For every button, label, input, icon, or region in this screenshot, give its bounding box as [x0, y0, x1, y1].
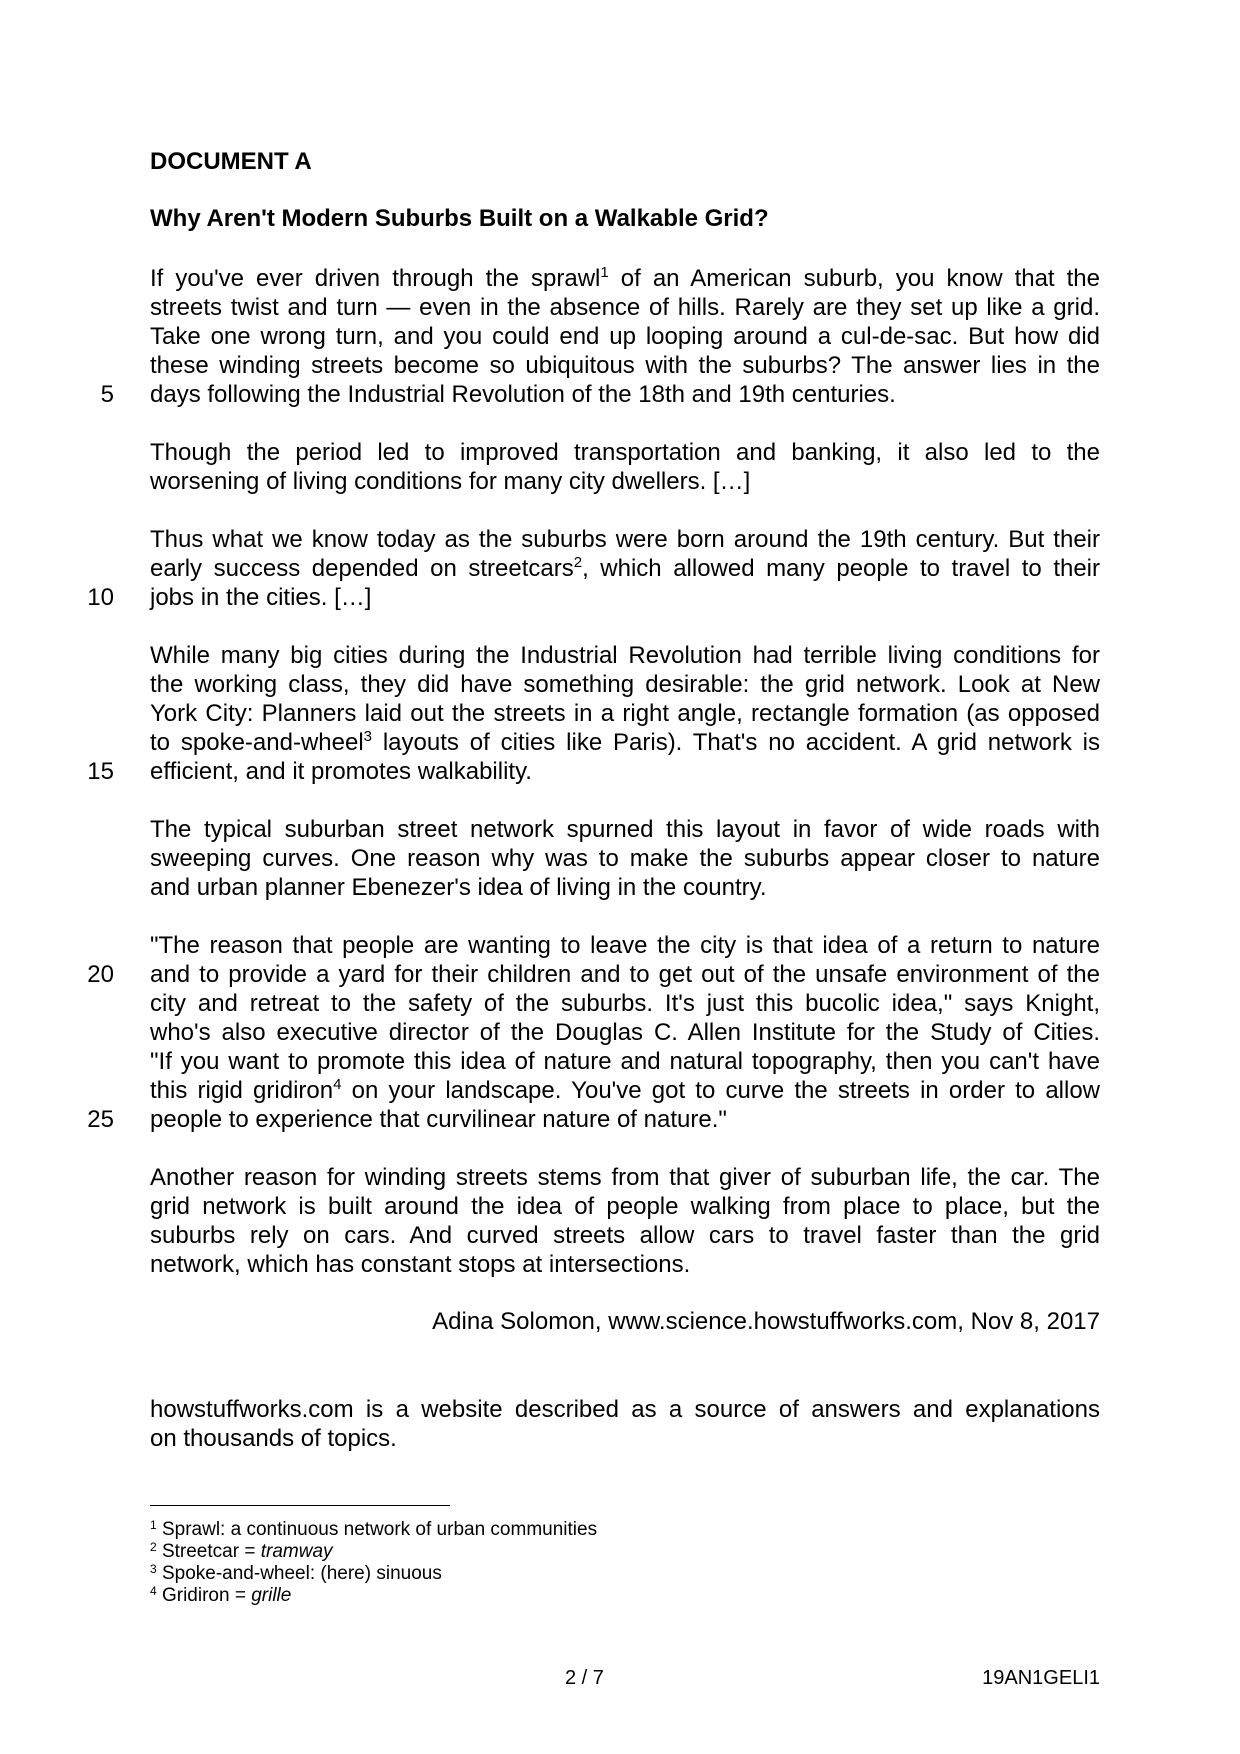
- footnote: $^3$ Spoke-and-wheel: (here) sinuous: [150, 1562, 442, 1584]
- body-line: Though the period led to improved transportation and banking, it also led to the: [150, 439, 1100, 466]
- footnote: $^1$ Sprawl: a continuous network of urban communities: [150, 1518, 598, 1540]
- body-line: sweeping curves. One reason why was to make the suburbs appear closer to nature: [150, 845, 1100, 872]
- document-code: 19AN1GELI1: [982, 1667, 1100, 1689]
- footnote-marker: 4: [333, 1076, 342, 1093]
- footnote-translation: tramway: [260, 1541, 333, 1562]
- body-line: "The reason that people are wanting to leave the city is that idea of a return to nature: [150, 932, 1100, 959]
- document-title: Why Aren't Modern Suburbs Built on a Walkable Grid?: [150, 205, 769, 232]
- footnote: $^4$ Gridiron = grille: [150, 1584, 292, 1606]
- body-line: Thus what we know today as the suburbs were born around the 19th century. But their: [150, 526, 1100, 553]
- body-line: this rigid gridiron$^4$ on your landscape. You've got to curve the streets in order to allow: [150, 1076, 1101, 1104]
- document-label: DOCUMENT A: [150, 148, 312, 175]
- body-line: the working class, they did have something desirable: the grid network. Look at New: [150, 671, 1100, 698]
- page-number: 2 / 7: [565, 1667, 604, 1689]
- body-line: The typical suburban street network spurned this layout in favor of wide roads with: [150, 816, 1100, 843]
- body-line: who's also executive director of the Douglas C. Allen Institute for the Study of Cities.: [150, 1019, 1100, 1046]
- body-line: city and retreat to the safety of the suburbs. It's just this bucolic idea," says Knight,: [150, 990, 1100, 1017]
- footnote-marker: 3: [363, 728, 372, 745]
- body-line: and urban planner Ebenezer's idea of living in the country.: [150, 874, 767, 901]
- line-number: 15: [87, 758, 114, 785]
- body-line: people to experience that curvilinear nature of nature.": [150, 1106, 727, 1133]
- source-citation: Adina Solomon, www.science.howstuffworks.com, Nov 8, 2017: [432, 1308, 1100, 1335]
- note-line: on thousands of topics.: [150, 1425, 397, 1452]
- body-line: suburbs rely on cars. And curved streets allow cars to travel faster than the grid: [150, 1222, 1100, 1249]
- body-line: early success depended on streetcars$^2$, which allowed many people to travel to their: [150, 554, 1100, 582]
- footnote-number: 4: [150, 1584, 157, 1598]
- note-line: howstuffworks.com is a website described as a source of answers and explanations: [150, 1396, 1100, 1423]
- footnote-number: 3: [150, 1562, 157, 1576]
- line-number: 25: [87, 1106, 114, 1133]
- body-line: grid network is built around the idea of people walking from place to place, but the: [150, 1193, 1100, 1220]
- body-line: If you've ever driven through the sprawl$^1$ of an American suburb, you know that the: [150, 264, 1100, 292]
- body-line: streets twist and turn — even in the absence of hills. Rarely are they set up like a grid.: [150, 294, 1100, 321]
- line-number: 10: [87, 584, 114, 611]
- footnote: $^2$ Streetcar = tramway: [150, 1540, 333, 1562]
- body-line: network, which has constant stops at intersections.: [150, 1251, 691, 1278]
- body-line: Take one wrong turn, and you could end up looping around a cul-de-sac. But how did: [150, 323, 1100, 350]
- footnote-marker: 2: [573, 554, 583, 571]
- body-line: days following the Industrial Revolution of the 18th and 19th centuries.: [150, 381, 896, 408]
- line-number: 20: [87, 961, 114, 988]
- body-line: Another reason for winding streets stems from that giver of suburban life, the car. The: [150, 1164, 1100, 1191]
- body-line: York City: Planners laid out the streets in a right angle, rectangle formation (as opposed: [150, 700, 1100, 727]
- body-line: worsening of living conditions for many city dwellers. […]: [150, 468, 751, 495]
- line-number: 5: [100, 381, 114, 408]
- body-line: While many big cities during the Industrial Revolution had terrible living conditions for: [150, 642, 1100, 669]
- footnote-marker: 1: [600, 264, 609, 281]
- body-line: these winding streets become so ubiquitous with the suburbs? The answer lies in the: [150, 352, 1100, 379]
- body-line: jobs in the cities. […]: [150, 584, 372, 611]
- footnote-number: 1: [150, 1518, 157, 1532]
- body-line: efficient, and it promotes walkability.: [150, 758, 532, 785]
- body-line: and to provide a yard for their children and to get out of the unsafe environment of the: [150, 961, 1100, 988]
- footnote-divider: [150, 1505, 450, 1506]
- footnote-translation: grille: [251, 1585, 292, 1606]
- body-line: "If you want to promote this idea of nature and natural topography, then you can't have: [150, 1048, 1100, 1075]
- footnote-number: 2: [150, 1540, 157, 1554]
- body-line: to spoke-and-wheel$^3$ layouts of cities like Paris). That's no accident. A grid network is: [150, 728, 1100, 756]
